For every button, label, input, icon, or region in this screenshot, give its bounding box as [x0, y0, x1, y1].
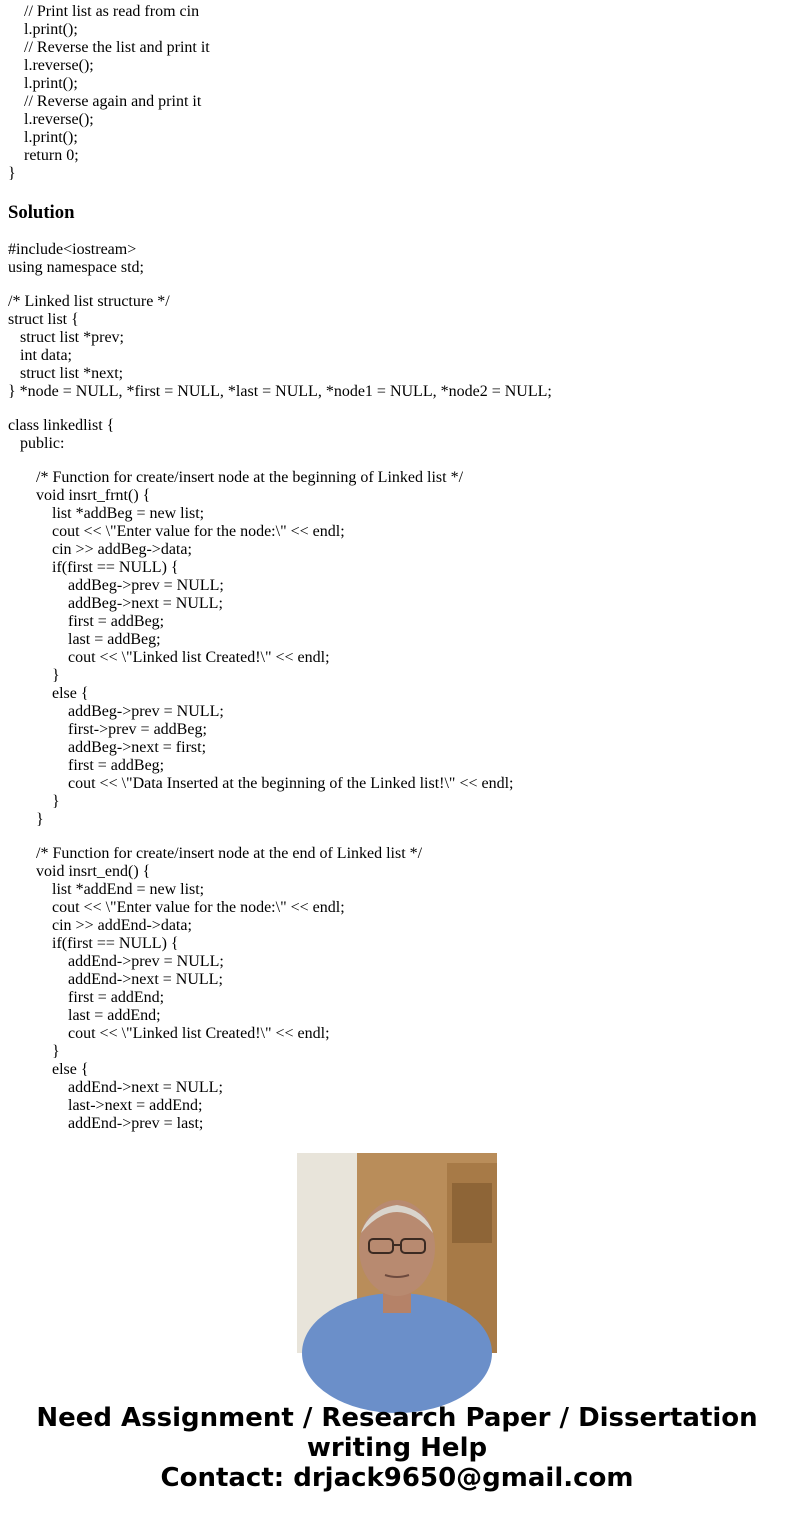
code-line: else {	[8, 685, 89, 702]
code-line: struct list {	[8, 311, 79, 328]
code-line: l.print();	[8, 75, 78, 92]
code-line: addEnd->prev = last;	[8, 1115, 204, 1132]
code-line: cin >> addEnd->data;	[8, 917, 192, 934]
code-line: cin >> addBeg->data;	[8, 541, 192, 558]
code-line: }	[8, 793, 60, 810]
avatar	[297, 1153, 497, 1353]
code-line: list *addEnd = new list;	[8, 881, 205, 898]
code-line: last = addBeg;	[8, 631, 161, 648]
blank-line	[8, 829, 788, 845]
code-line: first = addEnd;	[8, 989, 165, 1006]
footer-line-1: Need Assignment / Research Paper / Dissertation	[36, 1403, 758, 1433]
code-line: addBeg->next = NULL;	[8, 595, 223, 612]
code-line: struct list *next;	[8, 365, 124, 382]
code-line: addBeg->next = first;	[8, 739, 207, 756]
code-line: addBeg->prev = NULL;	[8, 577, 224, 594]
code-line: public:	[8, 435, 65, 452]
code-line: int data;	[8, 347, 72, 364]
footer-contact-banner	[0, 1403, 794, 1493]
blank-line	[8, 401, 788, 417]
solution-heading: Solution	[8, 202, 75, 223]
code-line: first = addBeg;	[8, 757, 165, 774]
solution-code-viewport	[0, 241, 794, 1132]
blank-line	[8, 453, 788, 469]
code-line: // Reverse again and print it	[8, 93, 202, 110]
code-line: using namespace std;	[8, 259, 144, 276]
code-line: if(first == NULL) {	[8, 559, 179, 576]
solution-code-snippet	[8, 241, 788, 1133]
code-line: struct list *prev;	[8, 329, 124, 346]
code-line: cout << \"Linked list Created!\" << endl;	[8, 1025, 330, 1042]
code-line: class linkedlist {	[8, 417, 115, 434]
code-line: void insrt_end() {	[8, 863, 151, 880]
code-line: cout << \"Enter value for the node:\" << endl;	[8, 899, 345, 916]
code-line: list *addBeg = new list;	[8, 505, 205, 522]
code-line: /* Function for create/insert node at the end of Linked list */	[8, 845, 423, 862]
code-line: void insrt_frnt() {	[8, 487, 151, 504]
code-line: l.reverse();	[8, 57, 94, 74]
code-line: first->prev = addBeg;	[8, 721, 207, 738]
code-line: }	[8, 1043, 60, 1060]
blank-line	[8, 277, 788, 293]
code-line: addEnd->next = NULL;	[8, 1079, 223, 1096]
code-line: cout << \"Linked list Created!\" << endl;	[8, 649, 330, 666]
code-line: cout << \"Enter value for the node:\" << endl;	[8, 523, 345, 540]
code-line: return 0;	[8, 147, 79, 164]
code-line: l.print();	[8, 21, 78, 38]
code-line: if(first == NULL) {	[8, 935, 179, 952]
code-line: addEnd->next = NULL;	[8, 971, 223, 988]
code-line: l.print();	[8, 129, 78, 146]
code-line: last->next = addEnd;	[8, 1097, 203, 1114]
code-line: }	[8, 165, 16, 182]
code-line: addBeg->prev = NULL;	[8, 703, 224, 720]
code-line: // Reverse the list and print it	[8, 39, 210, 56]
code-line: // Print list as read from cin	[8, 3, 200, 20]
code-line: else {	[8, 1061, 89, 1078]
code-line: #include<iostream>	[8, 241, 137, 258]
code-line: /* Function for create/insert node at the beginning of Linked list */	[8, 469, 464, 486]
code-line: l.reverse();	[8, 111, 94, 128]
code-line: } *node = NULL, *first = NULL, *last = NULL, *node1 = NULL, *node2 = NULL;	[8, 383, 552, 400]
footer-line-3: Contact: drjack9650@gmail.com	[160, 1463, 634, 1493]
code-line: addEnd->prev = NULL;	[8, 953, 224, 970]
author-photo-icon	[297, 1153, 497, 1353]
code-line: }	[8, 811, 44, 828]
code-line: /* Linked list structure */	[8, 293, 170, 310]
code-line: last = addEnd;	[8, 1007, 161, 1024]
footer-line-2: writing Help	[306, 1433, 488, 1463]
code-line: }	[8, 667, 60, 684]
top-code-snippet	[8, 3, 788, 183]
code-line: cout << \"Data Inserted at the beginning of the Linked list!\" << endl;	[8, 775, 514, 792]
code-line: first = addBeg;	[8, 613, 165, 630]
